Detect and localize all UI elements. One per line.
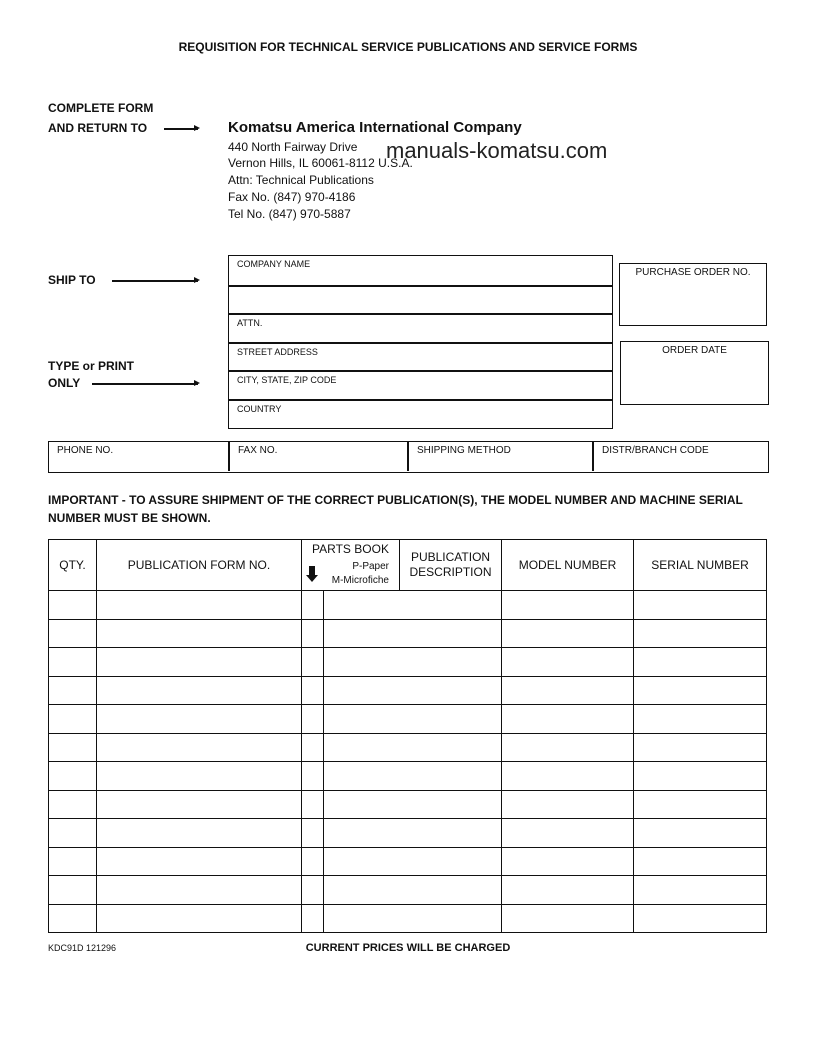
qty-cell[interactable] [49, 648, 97, 677]
contact-fields-row [48, 441, 769, 473]
parts-type-cell[interactable] [302, 762, 324, 791]
parts-type-cell[interactable] [302, 733, 324, 762]
parts-book-label: PARTS BOOK [312, 542, 389, 556]
model-cell[interactable] [502, 876, 634, 905]
description-cell[interactable] [324, 847, 502, 876]
parts-micro-label: M-Microfiche [331, 575, 389, 586]
field-label: PHONE NO. [57, 445, 114, 456]
model-header: MODEL NUMBER [502, 540, 634, 591]
city-state-zip-field[interactable] [229, 372, 612, 399]
address-line: 440 North Fairway Drive [228, 140, 358, 154]
table-header-row [49, 540, 767, 591]
purchase-order-field[interactable] [619, 263, 767, 326]
parts-paper-label: P-Paper [352, 561, 389, 572]
form-no-cell[interactable] [97, 904, 302, 933]
serial-cell[interactable] [634, 676, 767, 705]
parts-type-cell[interactable] [302, 790, 324, 819]
model-cell[interactable] [502, 591, 634, 620]
fax-field[interactable] [230, 442, 407, 471]
form-no-cell[interactable] [97, 762, 302, 791]
address-line: Attn: Technical Publications [228, 173, 374, 187]
serial-cell[interactable] [634, 705, 767, 734]
arrow-right-icon [112, 280, 198, 282]
parts-type-cell[interactable] [302, 876, 324, 905]
prices-note: CURRENT PRICES WILL BE CHARGED [305, 942, 511, 954]
company-name-field-line2[interactable] [229, 287, 612, 314]
description-header: PUBLICATION DESCRIPTION [400, 540, 502, 591]
qty-cell[interactable] [49, 733, 97, 762]
description-cell[interactable] [324, 705, 502, 734]
distr-branch-code-field[interactable] [594, 442, 767, 471]
type-print-label: TYPE or PRINT [48, 359, 135, 373]
table-row [49, 733, 767, 762]
qty-cell[interactable] [49, 619, 97, 648]
field-label: COUNTRY [237, 404, 282, 414]
shipping-method-field[interactable] [409, 442, 592, 471]
description-cell[interactable] [324, 619, 502, 648]
model-cell[interactable] [502, 790, 634, 819]
model-cell[interactable] [502, 733, 634, 762]
address-line: Vernon Hills, IL 60061-8112 U.S.A. [228, 156, 413, 170]
qty-cell[interactable] [49, 790, 97, 819]
description-cell[interactable] [324, 591, 502, 620]
model-cell[interactable] [502, 904, 634, 933]
table-row [49, 619, 767, 648]
serial-cell[interactable] [634, 790, 767, 819]
form-no-cell[interactable] [97, 648, 302, 677]
table-row [49, 876, 767, 905]
serial-cell[interactable] [634, 733, 767, 762]
model-cell[interactable] [502, 676, 634, 705]
table-row [49, 676, 767, 705]
description-cell[interactable] [324, 648, 502, 677]
company-name-field[interactable] [229, 256, 612, 285]
parts-type-cell[interactable] [302, 591, 324, 620]
field-label: SHIPPING METHOD [417, 445, 511, 456]
parts-type-cell[interactable] [302, 847, 324, 876]
tel-line: Tel No. (847) 970-5887 [228, 207, 351, 221]
qty-cell[interactable] [49, 876, 97, 905]
serial-cell[interactable] [634, 591, 767, 620]
parts-type-cell[interactable] [302, 648, 324, 677]
form-no-cell[interactable] [97, 591, 302, 620]
form-no-cell[interactable] [97, 676, 302, 705]
form-no-cell[interactable] [97, 819, 302, 848]
parts-type-cell[interactable] [302, 676, 324, 705]
qty-header: QTY. [49, 540, 97, 591]
fax-line: Fax No. (847) 970-4186 [228, 190, 356, 204]
complete-form-label: COMPLETE FORM [48, 101, 154, 115]
ship-to-address-box [228, 255, 613, 429]
qty-cell[interactable] [49, 762, 97, 791]
field-label: ATTN. [237, 318, 263, 328]
field-label: DISTR/BRANCH CODE [602, 445, 709, 456]
form-no-cell[interactable] [97, 790, 302, 819]
table-row [49, 591, 767, 620]
serial-cell[interactable] [634, 619, 767, 648]
watermark: manuals-komatsu.com [386, 138, 608, 163]
description-cell[interactable] [324, 733, 502, 762]
table-row [49, 847, 767, 876]
description-cell[interactable] [324, 819, 502, 848]
form-no-cell[interactable] [97, 733, 302, 762]
serial-cell[interactable] [634, 819, 767, 848]
street-address-field[interactable] [229, 344, 612, 371]
return-to-label: AND RETURN TO [48, 121, 148, 135]
country-field[interactable] [229, 401, 612, 428]
qty-cell[interactable] [49, 591, 97, 620]
form-title: REQUISITION FOR TECHNICAL SERVICE PUBLICATIONS AND SERVICE FORMS [178, 40, 638, 54]
parts-type-cell[interactable] [302, 705, 324, 734]
table-row [49, 705, 767, 734]
field-label: FAX NO. [238, 445, 278, 456]
parts-type-cell[interactable] [302, 904, 324, 933]
serial-header: SERIAL NUMBER [634, 540, 767, 591]
form-no-cell[interactable] [97, 847, 302, 876]
description-cell[interactable] [324, 904, 502, 933]
qty-cell[interactable] [49, 904, 97, 933]
serial-cell[interactable] [634, 762, 767, 791]
description-cell[interactable] [324, 762, 502, 791]
description-cell[interactable] [324, 790, 502, 819]
publications-table [48, 539, 767, 933]
model-cell[interactable] [502, 619, 634, 648]
order-date-field[interactable] [620, 341, 769, 405]
order-date-label: ORDER DATE [662, 345, 727, 356]
serial-cell[interactable] [634, 847, 767, 876]
table-row [49, 904, 767, 933]
purchase-order-label: PURCHASE ORDER NO. [635, 267, 751, 278]
form-no-cell[interactable] [97, 619, 302, 648]
model-cell[interactable] [502, 847, 634, 876]
model-cell[interactable] [502, 648, 634, 677]
model-cell[interactable] [502, 705, 634, 734]
parts-type-cell[interactable] [302, 619, 324, 648]
description-cell[interactable] [324, 876, 502, 905]
qty-cell[interactable] [49, 819, 97, 848]
important-notice: IMPORTANT - TO ASSURE SHIPMENT OF THE CORRECT PUBLICATION(S), THE MODEL NUMBER AND MACHINE SERIAL NUMBER MUST BE SHOWN. [48, 493, 743, 525]
arrow-right-icon [92, 383, 198, 385]
qty-cell[interactable] [49, 847, 97, 876]
form-no-cell[interactable] [97, 876, 302, 905]
model-cell[interactable] [502, 819, 634, 848]
serial-cell[interactable] [634, 904, 767, 933]
ship-to-label: SHIP TO [48, 273, 96, 287]
field-label: COMPANY NAME [237, 259, 311, 269]
company-name: Komatsu America International Company [228, 119, 522, 136]
qty-cell[interactable] [49, 676, 97, 705]
parts-book-header [302, 540, 400, 591]
table-row [49, 790, 767, 819]
description-cell[interactable] [324, 676, 502, 705]
table-row [49, 819, 767, 848]
field-label: CITY, STATE, ZIP CODE [237, 375, 337, 385]
table-row [49, 762, 767, 791]
table-row [49, 648, 767, 677]
type-print-only-label: ONLY [48, 376, 81, 390]
serial-cell[interactable] [634, 876, 767, 905]
field-label: STREET ADDRESS [237, 347, 318, 357]
parts-type-cell[interactable] [302, 819, 324, 848]
form-code: KDC91D 121296 [48, 943, 117, 953]
attn-field[interactable] [229, 315, 612, 342]
form-no-cell[interactable] [97, 705, 302, 734]
serial-cell[interactable] [634, 648, 767, 677]
phone-field[interactable] [49, 442, 228, 471]
form-no-header: PUBLICATION FORM NO. [97, 540, 302, 591]
qty-cell[interactable] [49, 705, 97, 734]
arrow-right-icon [164, 128, 198, 130]
model-cell[interactable] [502, 762, 634, 791]
